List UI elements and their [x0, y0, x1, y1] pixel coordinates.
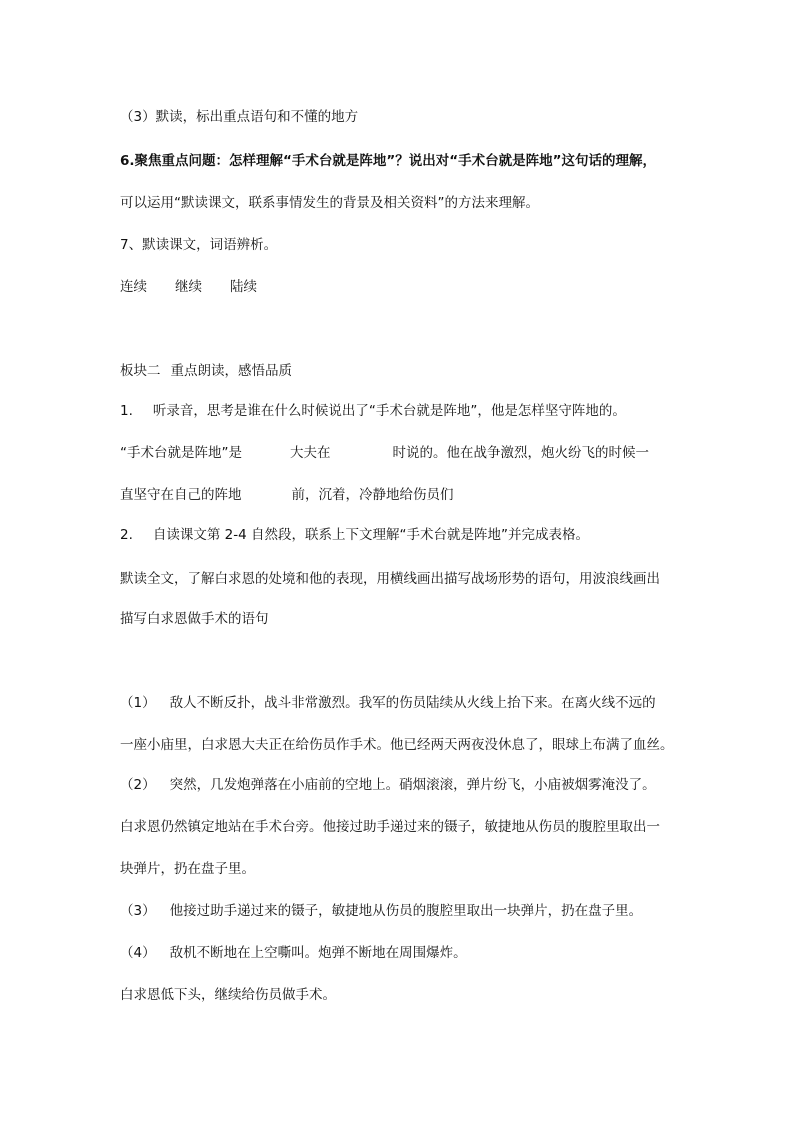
- passage-3-text: 他接过助手递过来的镊子，敏捷地从伤员的腹腔里取出一块弹片，扔在盘子里。: [169, 903, 643, 919]
- question-6-line: [120, 152, 656, 170]
- fill-blank-line: [120, 444, 649, 462]
- question-6-continuation-text: 可以运用“默读课文，联系事情发生的背景及相关资料”的方法来理解。: [120, 195, 539, 211]
- task-2-number: 2.: [120, 527, 133, 543]
- passage-1-number: （1）: [120, 695, 156, 711]
- passage-2-continuation: [120, 818, 660, 836]
- fill-blank-part-a: “手术台就是阵地”是: [120, 445, 242, 461]
- passage-1-text: 敌人不断反扑，战斗非常激烈。我军的伤员陆续从火线上抬下来。在离火线不远的: [169, 695, 656, 711]
- passage-2-continuation-text: 白求恩仍然镇定地站在手术台旁。他接过助手递过来的镊子，敏捷地从伤员的腹腔里取出一: [120, 819, 660, 835]
- task-1-line: [120, 402, 626, 420]
- question-6-text: 6.聚焦重点问题：怎样理解“手术台就是阵地”？说出对“手术台就是阵地”这句话的理解，: [120, 153, 657, 169]
- task-2-text: 自读课文第 2-4 自然段，联系上下文理解“手术台就是阵地”并完成表格。: [152, 527, 590, 543]
- section-title: 重点朗读，感悟品质: [170, 363, 292, 379]
- passage-1-line: [120, 694, 656, 712]
- fill-blank-part-e: 前，沉着，冷静地给伤员们: [291, 487, 454, 503]
- reading-instruction-continuation: [120, 610, 269, 628]
- question-6-continuation: [120, 194, 539, 212]
- word-list: [120, 278, 257, 296]
- word-item: 继续: [175, 279, 202, 295]
- fill-blank-part-b: 大夫在: [290, 445, 331, 461]
- passage-3-number: （3）: [120, 903, 156, 919]
- word-item: 陆续: [230, 279, 257, 295]
- section-heading: [120, 362, 292, 380]
- passage-2-continuation-2: [120, 860, 255, 878]
- task-1-number: 1.: [120, 403, 133, 419]
- question-7-line: [120, 236, 277, 254]
- section-label: 板块二: [120, 363, 161, 379]
- task-2-line: [120, 526, 589, 544]
- reading-instruction: [120, 570, 660, 588]
- passage-4-number: （4）: [120, 945, 156, 961]
- passage-4-text: 敌机不断地在上空嘶叫。炮弹不断地在周围爆炸。: [169, 945, 467, 961]
- passage-2-line: [120, 776, 656, 794]
- passage-4-continuation-text: 白求恩低下头，继续给伤员做手术。: [120, 987, 336, 1003]
- passage-1-continuation-text: 一座小庙里，白求恩大夫正在给伤员作手术。他已经两天两夜没休息了，眼球上布满了血丝。: [120, 737, 674, 753]
- passage-3-line: [120, 902, 642, 920]
- instruction-text: （3）默读，标出重点语句和不懂的地方: [120, 109, 359, 125]
- passage-1-continuation: [120, 736, 674, 754]
- fill-blank-continuation: [120, 486, 454, 504]
- passage-2-continuation-2-text: 块弹片，扔在盘子里。: [120, 861, 255, 877]
- task-1-text: 听录音，思考是谁在什么时候说出了“手术台就是阵地”，他是怎样坚守阵地的。: [152, 403, 626, 419]
- passage-2-text: 突然，几发炮弹落在小庙前的空地上。硝烟滚滚，弹片纷飞，小庙被烟雾淹没了。: [169, 777, 656, 793]
- instruction-line: [120, 108, 358, 126]
- passage-4-line: [120, 944, 467, 962]
- fill-blank-part-c: 时说的。他在战争激烈，炮火纷飞的时候一: [392, 445, 649, 461]
- fill-blank-part-d: 直坚守在自己的阵地: [120, 487, 242, 503]
- reading-instruction-text: 默读全文，了解白求恩的处境和他的表现，用横线画出描写战场形势的语句，用波浪线画出: [120, 571, 660, 587]
- reading-instruction-continuation-text: 描写白求恩做手术的语句: [120, 611, 269, 627]
- passage-2-number: （2）: [120, 777, 156, 793]
- word-item: 连续: [120, 279, 147, 295]
- question-7-text: 7、默读课文，词语辨析。: [120, 237, 278, 253]
- passage-4-continuation: [120, 986, 336, 1004]
